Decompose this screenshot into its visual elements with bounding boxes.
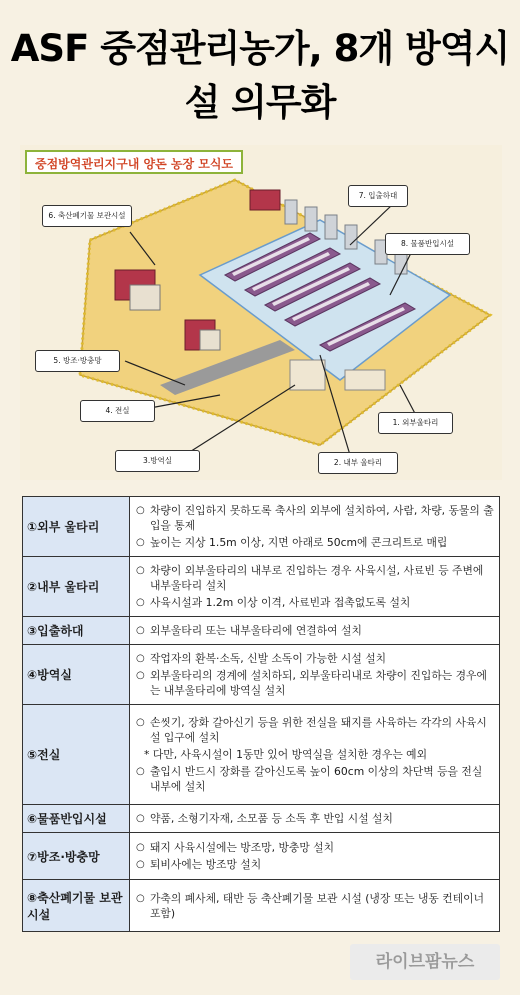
rule-item-text: 퇴비사에는 방조망 설치 bbox=[150, 858, 262, 871]
rule-description bbox=[130, 557, 500, 617]
diagram-title: 중점방역관리지구내 양돈 농장 모식도 bbox=[25, 150, 243, 174]
callout-supply-entry: 8. 물품반입시설 bbox=[385, 233, 470, 255]
circle-bullet-icon: ○ bbox=[136, 597, 145, 608]
page-title: ASF 중점관리농가, 8개 방역시설 의무화 bbox=[10, 27, 510, 124]
circle-bullet-icon: ○ bbox=[136, 653, 145, 664]
rule-item bbox=[136, 651, 495, 666]
rule-item bbox=[136, 668, 495, 698]
rule-label: ②내부 울타리 bbox=[23, 557, 130, 617]
rule-label: ⑧축산폐기물 보관시설 bbox=[23, 880, 130, 932]
rule-row bbox=[23, 805, 500, 833]
rule-note: * 다만, 사육시설이 1동만 있어 방역실을 설치한 경우는 예외 bbox=[144, 748, 428, 761]
circle-bullet-icon: ○ bbox=[136, 625, 145, 636]
rule-description bbox=[130, 880, 500, 932]
rule-item bbox=[136, 535, 495, 550]
rule-row bbox=[23, 557, 500, 617]
rule-label: ①외부 울타리 bbox=[23, 497, 130, 557]
rule-item-text: 외부울타리의 경계에 설치하되, 외부울타리내로 차량이 진입하는 경우에는 내부울타리에 방역실 설치 bbox=[150, 669, 487, 697]
rule-item-text: 외부울타리 또는 내부울타리에 연결하여 설치 bbox=[150, 624, 362, 637]
rule-row bbox=[23, 833, 500, 880]
rule-item bbox=[136, 715, 495, 745]
rule-label: ④방역실 bbox=[23, 645, 130, 705]
rule-label: ⑤전실 bbox=[23, 705, 130, 805]
callout-quarantine-room: 3.방역실 bbox=[115, 450, 200, 472]
circle-bullet-icon: ○ bbox=[136, 670, 145, 681]
rule-row bbox=[23, 617, 500, 645]
rule-item-text: 약품, 소형기자재, 소모품 등 소독 후 반입 시설 설치 bbox=[150, 812, 393, 825]
rule-item-text: 돼지 사육시설에는 방조망, 방충망 설치 bbox=[150, 841, 335, 854]
rule-description bbox=[130, 617, 500, 645]
circle-bullet-icon: ○ bbox=[136, 565, 145, 576]
callout-outer-fence: 1. 외부울타리 bbox=[378, 412, 453, 434]
circle-bullet-icon: ○ bbox=[136, 859, 145, 870]
rule-item bbox=[136, 595, 495, 610]
rule-item-text: 작업자의 환복·소독, 신발 소독이 가능한 시설 설치 bbox=[150, 652, 387, 665]
rule-item-text: 높이는 지상 1.5m 이상, 지면 아래로 50cm에 콘크리트로 매립 bbox=[150, 536, 448, 549]
rule-item-text: 가축의 폐사체, 태반 등 축산폐기물 보관 시설 (냉장 또는 냉동 컨테이너 포함) bbox=[150, 891, 484, 920]
circle-bullet-icon: ○ bbox=[136, 717, 145, 728]
circle-bullet-icon: ○ bbox=[136, 505, 145, 516]
rule-item bbox=[136, 857, 495, 872]
rule-row bbox=[23, 705, 500, 805]
facility-rules-table bbox=[22, 496, 500, 932]
rule-description bbox=[130, 645, 500, 705]
rule-item-text: 출입시 반드시 장화를 갈아신도록 높이 60cm 이상의 차단벽 등을 전실 내부에 설치 bbox=[150, 765, 483, 793]
rule-description bbox=[130, 705, 500, 805]
rule-description bbox=[130, 833, 500, 880]
rule-item-text: 사육시설과 1.2m 이상 이격, 사료빈과 접촉없도록 설치 bbox=[150, 596, 411, 609]
watermark-logo: 라이브팜뉴스 bbox=[350, 944, 500, 980]
rule-item bbox=[136, 840, 495, 855]
circle-bullet-icon: ○ bbox=[136, 842, 145, 853]
circle-bullet-icon: ○ bbox=[136, 766, 145, 777]
circle-bullet-icon: ○ bbox=[136, 813, 145, 824]
rule-item bbox=[136, 764, 495, 794]
rule-row bbox=[23, 645, 500, 705]
rule-label: ③입출하대 bbox=[23, 617, 130, 645]
rule-item bbox=[136, 563, 495, 593]
rule-description bbox=[130, 497, 500, 557]
rule-item bbox=[136, 623, 495, 638]
circle-bullet-icon: ○ bbox=[136, 892, 145, 904]
rule-item-text: 차량이 진입하지 못하도록 축사의 외부에 설치하여, 사람, 차량, 동물의 출입을 통제 bbox=[150, 504, 494, 532]
rule-label: ⑥물품반입시설 bbox=[23, 805, 130, 833]
rule-description bbox=[130, 805, 500, 833]
rule-row bbox=[23, 880, 500, 932]
rule-item-text: 차량이 외부울타리의 내부로 진입하는 경우 사육시설, 사료빈 등 주변에 내부울타리 설치 bbox=[150, 564, 484, 592]
rule-item bbox=[136, 503, 495, 533]
callout-loading-dock: 7. 입출하대 bbox=[348, 185, 408, 207]
callout-anteroom: 4. 전실 bbox=[80, 400, 155, 422]
circle-bullet-icon: ○ bbox=[136, 537, 145, 548]
callout-bird-insect-net: 5. 방조·방충망 bbox=[35, 350, 120, 372]
rule-item bbox=[136, 811, 495, 826]
callout-inner-fence: 2. 내부 울타리 bbox=[318, 452, 398, 474]
rule-label: ⑦방조·방충망 bbox=[23, 833, 130, 880]
callout-waste-storage: 6. 축산폐기물 보관시설 bbox=[42, 205, 132, 227]
rule-item bbox=[136, 891, 495, 921]
rule-row bbox=[23, 497, 500, 557]
rule-item-text: 손씻기, 장화 갈아신기 등을 위한 전실을 돼지를 사육하는 각각의 사육시설 입구에 설치 bbox=[150, 716, 487, 744]
